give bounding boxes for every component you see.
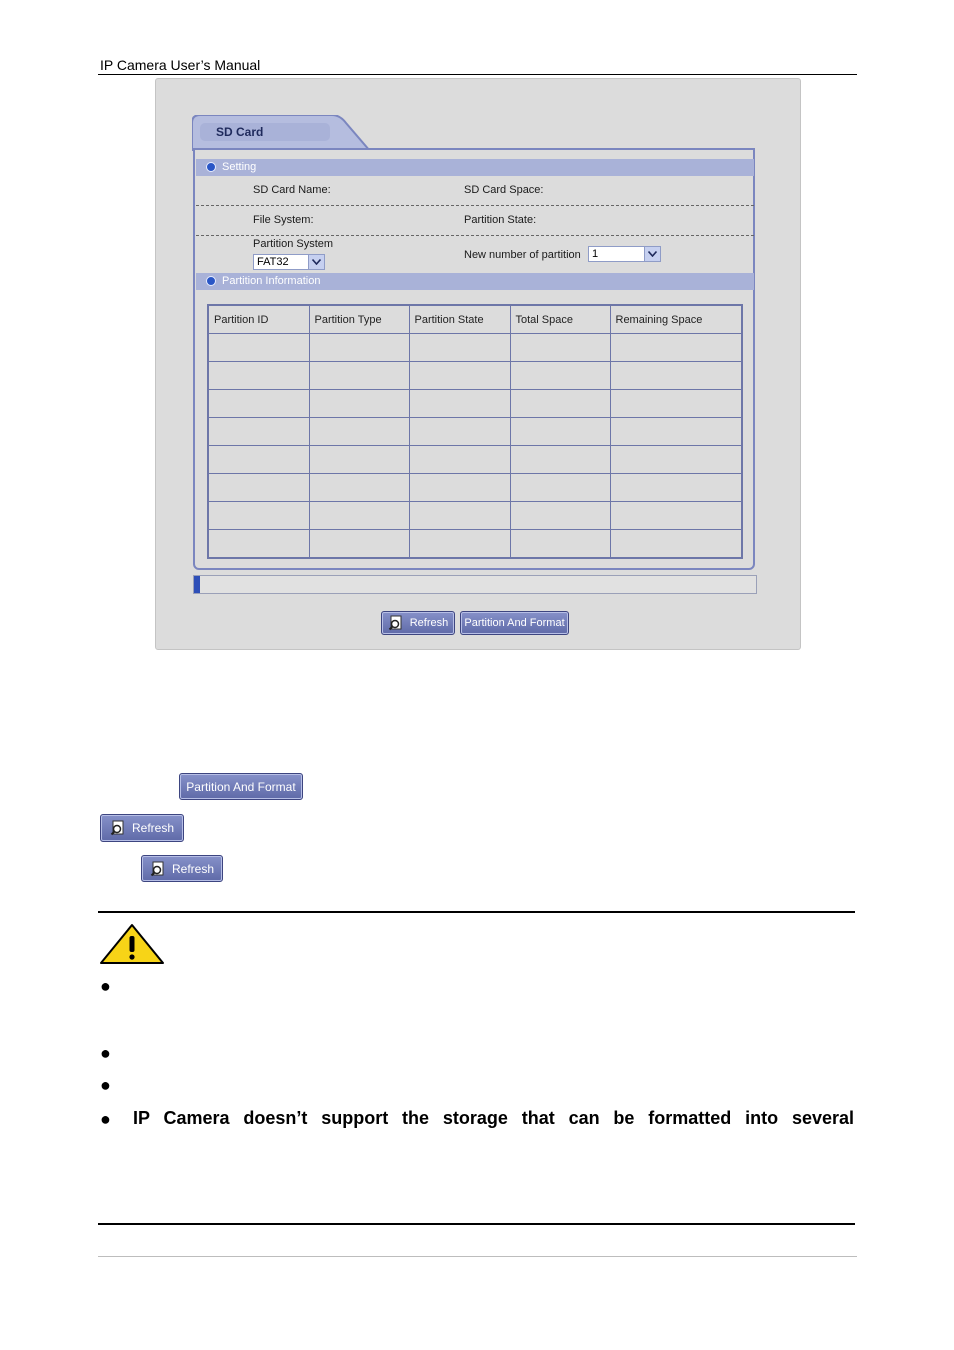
table-cell [610, 362, 742, 390]
table-cell [208, 502, 309, 530]
inline-refresh-label-2: Refresh [171, 861, 215, 876]
section-bullet-icon [206, 276, 216, 286]
table-row [208, 474, 742, 502]
table-cell [510, 446, 610, 474]
row-divider [196, 205, 754, 206]
file-system-label: File System: [253, 214, 314, 226]
table-cell [208, 390, 309, 418]
row-divider [196, 235, 754, 236]
note-bullet-text: IP Camera doesn’t support the storage that can be formatted into several [133, 1108, 854, 1128]
bullet-icon: ● [100, 1075, 111, 1095]
inline-partition-and-format-button[interactable] [179, 773, 303, 800]
inline-partition-and-format-label: Partition And Format [186, 779, 296, 794]
setting-section-title: Setting [222, 161, 257, 173]
table-cell [610, 418, 742, 446]
note-bottom-rule [98, 1223, 855, 1225]
header-rule [98, 74, 857, 75]
inline-refresh-button-2[interactable] [141, 855, 223, 882]
table-row [208, 418, 742, 446]
table-cell [309, 446, 409, 474]
refresh-search-icon [110, 820, 128, 836]
sd-card-space-label: SD Card Space: [464, 184, 544, 196]
new-number-partition-label: New number of partition [464, 249, 581, 261]
table-cell [610, 530, 742, 559]
table-cell [409, 418, 510, 446]
table-cell [309, 474, 409, 502]
new-number-partition-value: 1 [592, 248, 599, 260]
table-row [208, 530, 742, 559]
column-header: Partition Type [309, 305, 409, 334]
bullet-icon: ● [100, 976, 111, 996]
table-cell [208, 530, 309, 559]
table-cell [409, 446, 510, 474]
warning-icon [99, 923, 165, 965]
table-cell [208, 334, 309, 362]
table-header-row [208, 305, 742, 334]
table-cell [510, 418, 610, 446]
table-cell [309, 334, 409, 362]
partition-and-format-button-label: Partition And Format [464, 617, 565, 629]
table-row [208, 390, 742, 418]
table-cell [409, 474, 510, 502]
section-bullet-icon [206, 162, 216, 172]
table-cell [409, 530, 510, 559]
format-progress-bar [193, 575, 757, 594]
header-title: IP Camera User’s Manual [100, 57, 261, 73]
partition-state-label: Partition State: [464, 214, 537, 226]
table-cell [610, 446, 742, 474]
table-row [208, 334, 742, 362]
inline-refresh-button[interactable] [100, 814, 184, 842]
table-cell [309, 530, 409, 559]
table-cell [610, 502, 742, 530]
partition-info-section-title: Partition Information [222, 275, 321, 287]
column-header: Total Space [510, 305, 610, 334]
refresh-search-icon [388, 615, 406, 631]
table-cell [208, 446, 309, 474]
table-cell [610, 474, 742, 502]
table-cell [409, 502, 510, 530]
partition-system-value: FAT32 [257, 256, 289, 268]
inline-refresh-label: Refresh [131, 821, 175, 835]
table-cell [610, 334, 742, 362]
partition-system-label: Partition System [253, 238, 334, 250]
partition-info-section-bar [196, 273, 754, 290]
table-cell [309, 502, 409, 530]
setting-section-bar [196, 159, 754, 176]
chevron-down-icon[interactable] [308, 255, 324, 269]
table-cell [510, 502, 610, 530]
column-header: Remaining Space [610, 305, 742, 334]
footer-rule [98, 1256, 857, 1257]
table-row [208, 446, 742, 474]
column-header: Partition State [409, 305, 510, 334]
partition-and-format-button[interactable] [460, 611, 569, 635]
table-cell [409, 334, 510, 362]
progress-fill [194, 576, 200, 593]
new-number-partition-select[interactable] [588, 246, 661, 262]
note-top-rule [98, 911, 855, 913]
bullet-icon: ● [100, 1109, 111, 1129]
chevron-down-icon[interactable] [644, 247, 660, 261]
bullet-icon: ● [100, 1043, 111, 1063]
table-cell [409, 362, 510, 390]
table-cell [208, 362, 309, 390]
partition-table [207, 304, 743, 559]
table-cell [208, 418, 309, 446]
table-cell [409, 390, 510, 418]
tab-sd-card[interactable]: SD Card [200, 123, 330, 141]
table-cell [510, 530, 610, 559]
table-cell [510, 334, 610, 362]
sd-card-name-label: SD Card Name: [253, 184, 331, 196]
refresh-button-label: Refresh [409, 617, 449, 629]
table-cell [309, 390, 409, 418]
table-cell [309, 362, 409, 390]
table-cell [510, 390, 610, 418]
table-row [208, 362, 742, 390]
table-cell [510, 474, 610, 502]
partition-system-select[interactable] [253, 254, 325, 270]
column-header: Partition ID [208, 305, 309, 334]
refresh-button[interactable] [381, 611, 455, 635]
table-cell [309, 418, 409, 446]
refresh-search-icon [150, 861, 168, 877]
table-cell [510, 362, 610, 390]
table-row [208, 502, 742, 530]
table-cell [610, 390, 742, 418]
table-cell [208, 474, 309, 502]
